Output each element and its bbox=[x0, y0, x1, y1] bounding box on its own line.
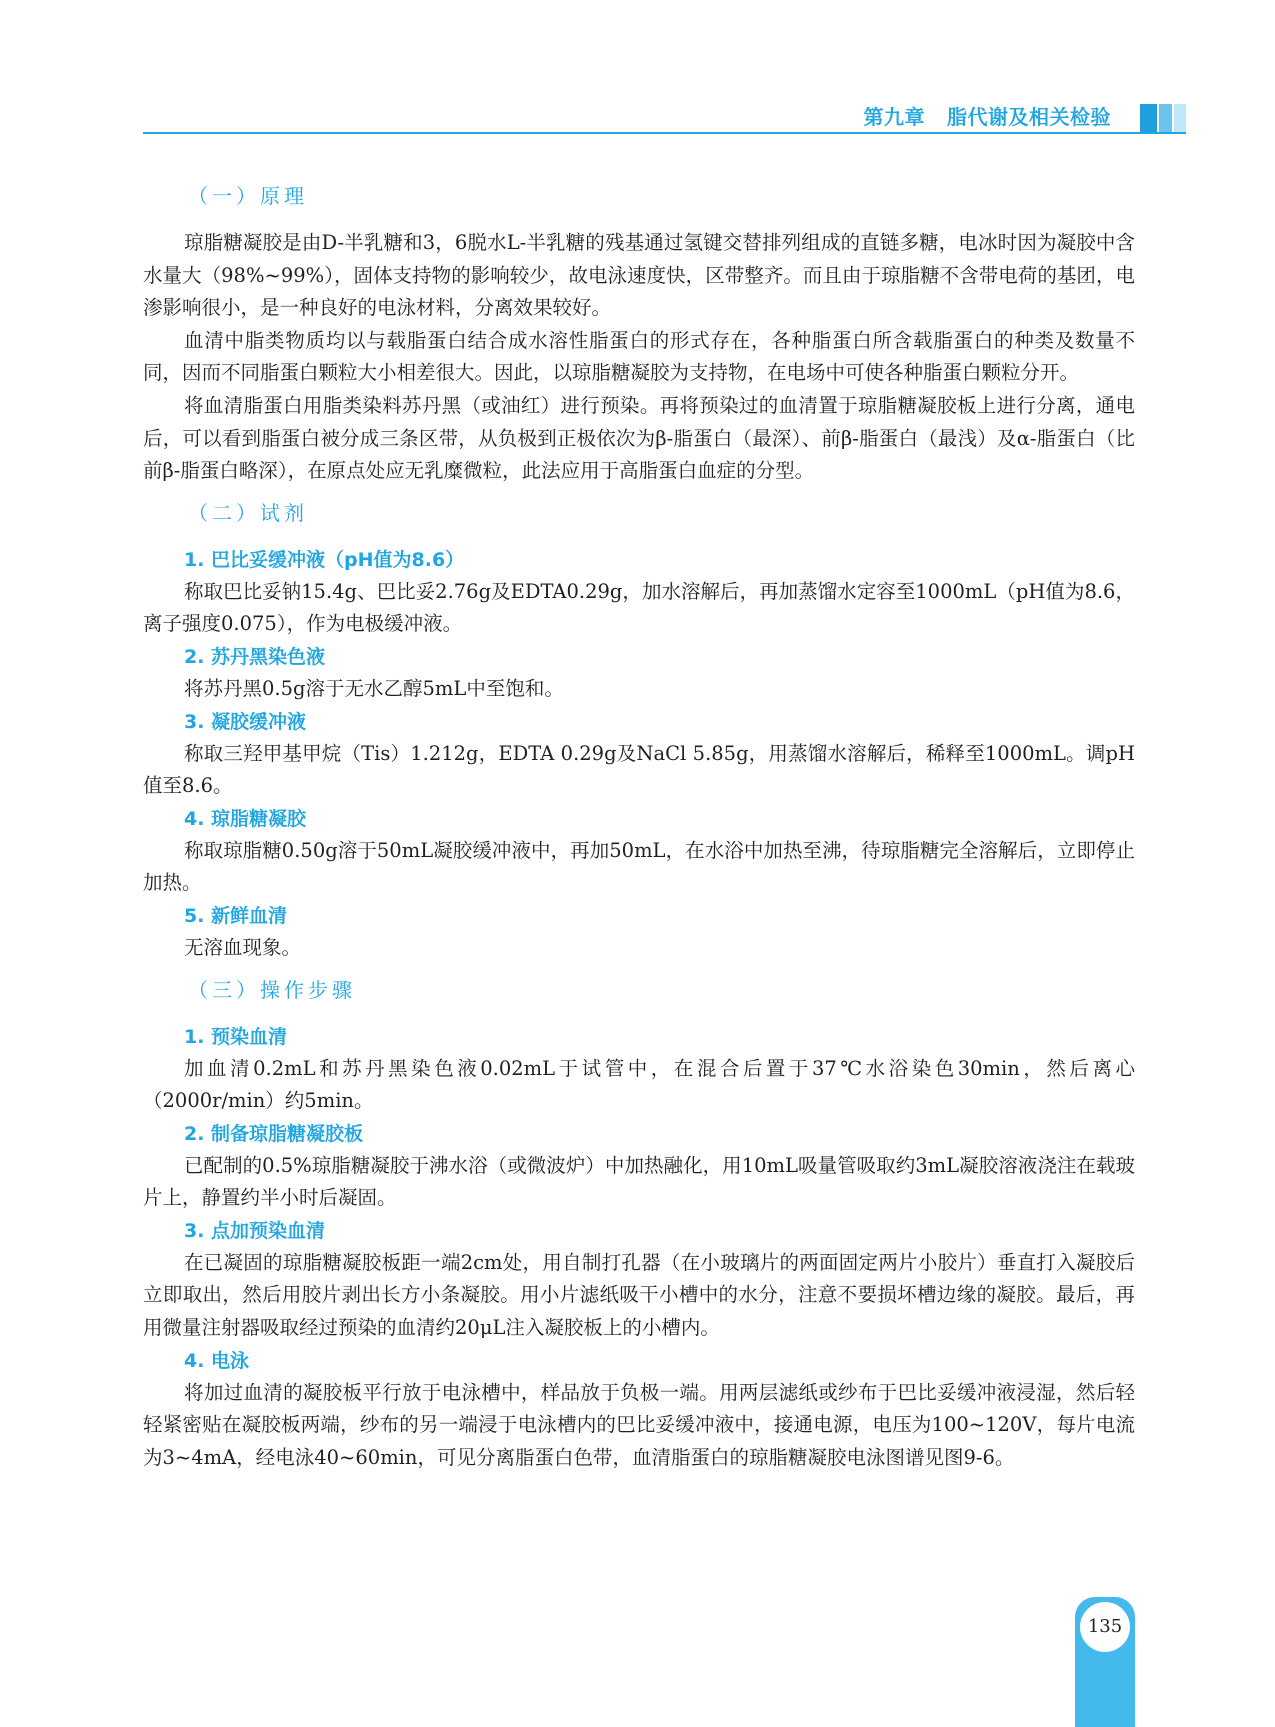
section-heading-procedure: （三）操作步骤 bbox=[188, 977, 356, 1002]
page-body bbox=[143, 183, 1135, 1474]
paragraph: 称取三羟甲基甲烷（Tis）1.212g，EDTA 0.29g及NaCl 5.85g，用蒸馏水溶解后，稀释至1000mL。调pH值至8.6。 bbox=[143, 741, 1135, 798]
subheading: 3. 点加预染血清 bbox=[184, 1219, 326, 1242]
subheading: 5. 新鲜血清 bbox=[184, 904, 288, 927]
paragraph: 加血清0.2mL和苏丹黑染色液0.02mL于试管中，在混合后置于37℃水浴染色30min，然后离心（2000r/min）约5min。 bbox=[143, 1056, 1135, 1113]
paragraph: 将血清脂蛋白用脂类染料苏丹黑（或油红）进行预染。再将预染过的血清置于琼脂糖凝胶板上进行分离，通电后，可以看到脂蛋白被分成三条区带，从负极到正极依次为β-脂蛋白（最深）、前β-脂蛋白（最浅）及α-脂蛋白（比前β-脂蛋白略深），在原点处应无乳糜微粒，此法应用于高脂蛋白血症的分型。 bbox=[143, 393, 1135, 483]
running-header-title bbox=[864, 101, 1112, 130]
subheading: 4. 琼脂糖凝胶 bbox=[184, 807, 307, 830]
section-heading-principle: （一）原理 bbox=[188, 184, 308, 208]
section-heading-reagents: （二）试剂 bbox=[188, 500, 308, 525]
paragraph: 已配制的0.5%琼脂糖凝胶于沸水浴（或微波炉）中加热融化，用10mL吸量管吸取约3mL凝胶溶液浇注在载玻片上，静置约半小时后凝固。 bbox=[143, 1153, 1135, 1210]
subheading: 1. 预染血清 bbox=[184, 1025, 288, 1048]
header-rule bbox=[143, 132, 1186, 134]
header-decoration bbox=[1140, 104, 1186, 134]
chapter-title: 脂代谢及相关检验 bbox=[947, 105, 1111, 129]
subheading: 1. 巴比妥缓冲液（pH值为8.6） bbox=[184, 548, 465, 571]
paragraph: 将苏丹黑0.5g溶于无水乙醇5mL中至饱和。 bbox=[184, 676, 564, 700]
running-header bbox=[143, 100, 1186, 132]
paragraph: 琼脂糖凝胶是由D-半乳糖和3，6脱水L-半乳糖的残基通过氢键交替排列组成的直链多糖，电冰时因为凝胶中含水量大（98%~99%），固体支持物的影响较少，故电泳速度快，区带整齐。而且由于琼脂糖不含带电荷的基团，电渗影响很小，是一种良好的电泳材料，分离效果较好。 bbox=[143, 231, 1135, 320]
paragraph: 在已凝固的琼脂糖凝胶板距一端2cm处，用自制打孔器（在小玻璃片的两面固定两片小胶片）垂直打入凝胶后立即取出，然后用胶片剥出长方小条凝胶。用小片滤纸吸干小槽中的水分，注意不要损坏槽边缘的凝胶。最后，再用微量注射器吸取经过预染的血清约20μL注入凝胶板上的小槽内。 bbox=[143, 1250, 1135, 1340]
paragraph: 无溶血现象。 bbox=[184, 935, 302, 959]
paragraph: 称取琼脂糖0.50g溶于50mL凝胶缓冲液中，再加50mL，在水浴中加热至沸，待琼脂糖完全溶解后，立即停止加热。 bbox=[143, 838, 1135, 895]
page-number: 135 bbox=[1080, 1602, 1130, 1652]
paragraph: 称取巴比妥钠15.4g、巴比妥2.76g及EDTA0.29g，加水溶解后，再加蒸馏水定容至1000mL（pH值为8.6，离子强度0.075），作为电极缓冲液。 bbox=[143, 579, 1135, 636]
paragraph: 将加过血清的凝胶板平行放于电泳槽中，样品放于负极一端。用两层滤纸或纱布于巴比妥缓冲液浸湿，然后轻轻紧密贴在凝胶板两端，纱布的另一端浸于电泳槽内的巴比妥缓冲液中，接通电源，电压为100~120V，每片电流为3~4mA，经电泳40~60min，可见分离脂蛋白色带，血清脂蛋白的琼脂糖凝胶电泳图谱见图9-6。 bbox=[143, 1380, 1135, 1469]
subheading: 2. 苏丹黑染色液 bbox=[184, 645, 326, 668]
paragraph: 血清中脂类物质均以与载脂蛋白结合成水溶性脂蛋白的形式存在，各种脂蛋白所含载脂蛋白的种类及数量不同，因而不同脂蛋白颗粒大小相差很大。因此，以琼脂糖凝胶为支持物，在电场中可使各种脂蛋白颗粒分开。 bbox=[143, 328, 1135, 385]
subheading: 3. 凝胶缓冲液 bbox=[184, 710, 307, 733]
chapter-number: 第九章 bbox=[863, 105, 925, 129]
page-number-tab bbox=[1075, 1597, 1135, 1727]
subheading: 2. 制备琼脂糖凝胶板 bbox=[184, 1122, 364, 1145]
subheading: 4. 电泳 bbox=[184, 1349, 250, 1372]
